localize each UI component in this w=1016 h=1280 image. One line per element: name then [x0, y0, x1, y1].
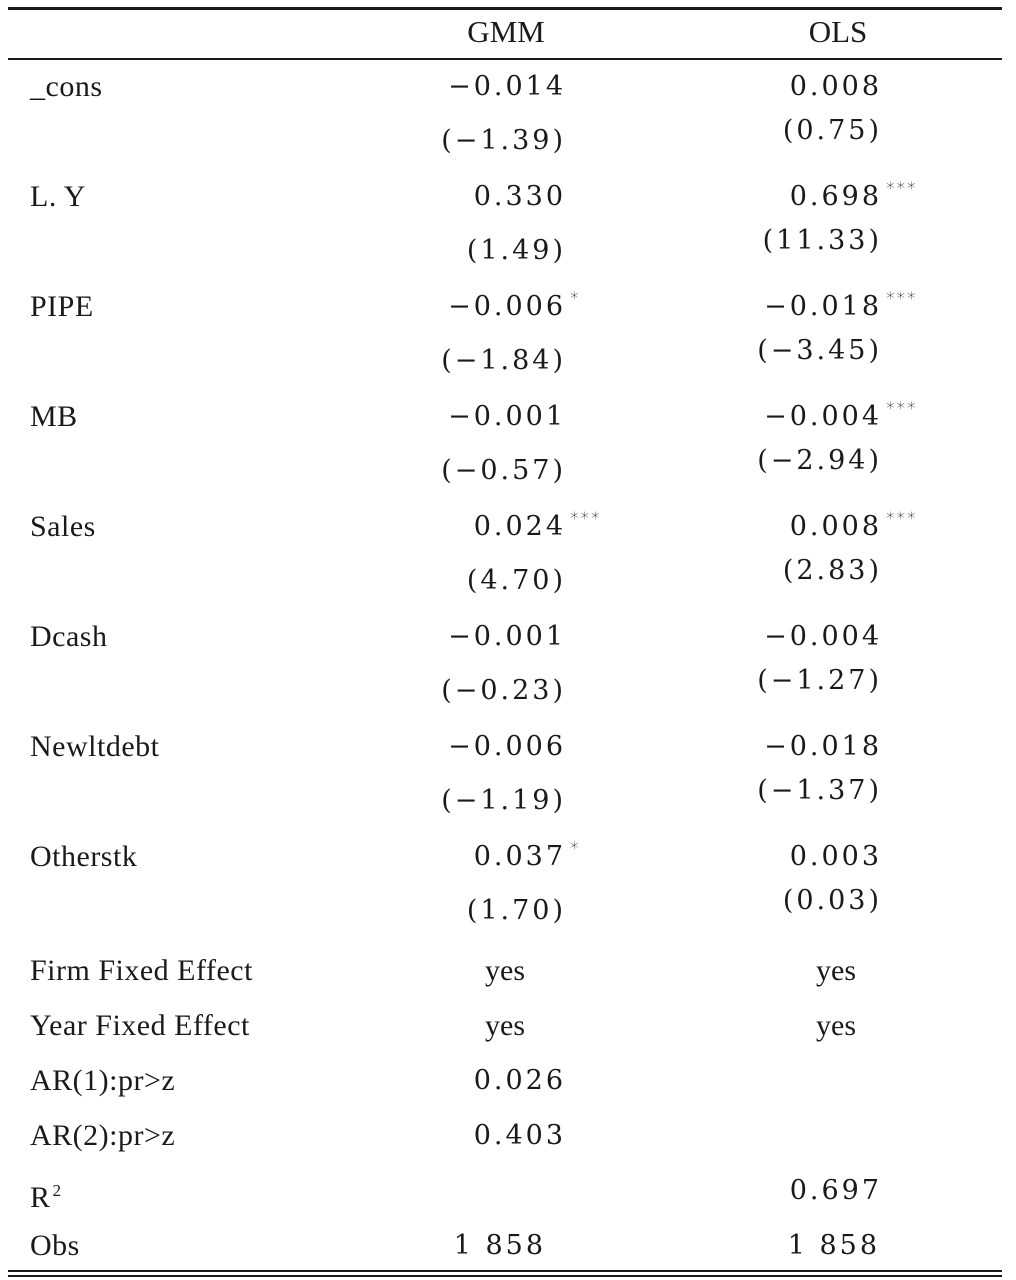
- coef-ols-cons-value: 0.008: [789, 71, 882, 102]
- r2-label-superscript: 2: [52, 1181, 62, 1200]
- coef-gmm-otherstk-significance-stars: *: [570, 839, 581, 859]
- row-label-otherstk: Otherstk: [30, 840, 138, 873]
- coef-ols-mb: [764, 397, 918, 437]
- ar2-gmm: 0.403: [473, 1120, 566, 1151]
- row-label-mb: MB: [30, 400, 78, 433]
- coef-gmm-newltdebt-value: −0.006: [448, 731, 566, 762]
- coef-gmm-mb: [448, 397, 566, 437]
- tstat-ols-pipe: (−3.45): [757, 335, 882, 366]
- coef-ols-dcash: [764, 617, 882, 657]
- coef-gmm-cons-value: −0.014: [448, 71, 566, 102]
- coef-gmm-sales-significance-stars: ***: [570, 509, 602, 529]
- coef-gmm-pipe-significance-stars: *: [570, 289, 581, 309]
- tstat-gmm-dcash: (−0.23): [441, 675, 566, 706]
- coef-ols-dcash-value: −0.004: [764, 621, 882, 652]
- coef-ols-l-y: [789, 177, 918, 217]
- table-top-rule: [8, 7, 1002, 10]
- coef-ols-cons: [790, 67, 882, 107]
- table-bottom-rule-1: [8, 1270, 1002, 1272]
- coef-gmm-sales: [473, 507, 602, 547]
- r2-label: [30, 1171, 62, 1218]
- obs-ols: 1 858: [787, 1230, 880, 1261]
- coef-gmm-cons: [448, 67, 566, 107]
- tstat-gmm-cons: (−1.39): [441, 125, 566, 156]
- coef-ols-l-y-value: 0.698: [789, 181, 882, 212]
- r2-label-text: R: [30, 1181, 51, 1214]
- ar1-gmm: 0.026: [473, 1065, 566, 1096]
- year-fe-gmm: yes: [485, 1009, 525, 1042]
- coef-gmm-sales-value: 0.024: [473, 511, 566, 542]
- tstat-gmm-sales: (4.70): [466, 565, 566, 596]
- coef-ols-mb-significance-stars: ***: [886, 399, 918, 419]
- obs-gmm: 1 858: [453, 1230, 546, 1261]
- coef-ols-pipe-value: −0.018: [764, 291, 882, 322]
- row-label-newltdebt: Newltdebt: [30, 730, 160, 763]
- ar2-label: AR(2):pr>z: [30, 1119, 176, 1152]
- firm-fe-gmm: yes: [485, 954, 525, 987]
- coef-gmm-dcash-value: −0.001: [448, 621, 566, 652]
- coef-gmm-otherstk: [473, 837, 581, 877]
- coef-ols-pipe: [764, 287, 918, 327]
- r2-ols: 0.697: [789, 1175, 882, 1206]
- coef-ols-newltdebt: [764, 727, 882, 767]
- coef-ols-l-y-significance-stars: ***: [886, 179, 918, 199]
- table-header-rule: [8, 58, 1002, 60]
- coef-gmm-dcash: [448, 617, 566, 657]
- coef-gmm-newltdebt: [448, 727, 566, 767]
- coef-ols-otherstk-value: 0.003: [789, 841, 882, 872]
- tstat-ols-cons: (0.75): [782, 115, 882, 146]
- tstat-ols-mb: (−2.94): [757, 445, 882, 476]
- column-header-ols: OLS: [808, 14, 868, 49]
- coef-gmm-l-y: [474, 177, 566, 217]
- coef-ols-sales-significance-stars: ***: [886, 509, 918, 529]
- row-label-l-y: L. Y: [30, 180, 86, 213]
- year-fe-label: Year Fixed Effect: [30, 1009, 250, 1042]
- row-label-pipe: PIPE: [30, 290, 94, 323]
- coef-ols-mb-value: −0.004: [764, 401, 882, 432]
- row-label-dcash: Dcash: [30, 620, 108, 653]
- coef-gmm-otherstk-value: 0.037: [473, 841, 566, 872]
- tstat-gmm-otherstk: (1.70): [466, 895, 566, 926]
- year-fe-ols: yes: [816, 1009, 856, 1042]
- tstat-ols-l-y: (11.33): [762, 225, 882, 256]
- row-label-cons: _cons: [30, 70, 103, 103]
- tstat-ols-sales: (2.83): [782, 555, 882, 586]
- coef-gmm-pipe-value: −0.006: [448, 291, 566, 322]
- coef-gmm-mb-value: −0.001: [448, 401, 566, 432]
- row-label-sales: Sales: [30, 510, 96, 543]
- coef-gmm-l-y-value: 0.330: [473, 181, 566, 212]
- table-bottom-rule-2: [8, 1275, 1002, 1277]
- coef-ols-newltdebt-value: −0.018: [764, 731, 882, 762]
- coef-ols-pipe-significance-stars: ***: [886, 289, 918, 309]
- tstat-ols-otherstk: (0.03): [782, 885, 882, 916]
- ar1-label: AR(1):pr>z: [30, 1064, 176, 1097]
- firm-fe-label: Firm Fixed Effect: [30, 954, 253, 987]
- tstat-gmm-pipe: (−1.84): [441, 345, 566, 376]
- coef-gmm-pipe: [448, 287, 581, 327]
- tstat-ols-dcash: (−1.27): [757, 665, 882, 696]
- column-header-gmm: GMM: [467, 14, 545, 49]
- tstat-gmm-newltdebt: (−1.19): [441, 785, 566, 816]
- coef-ols-sales: [789, 507, 918, 547]
- obs-label: Obs: [30, 1229, 80, 1262]
- tstat-gmm-mb: (−0.57): [441, 455, 566, 486]
- coef-ols-sales-value: 0.008: [789, 511, 882, 542]
- firm-fe-ols: yes: [816, 954, 856, 987]
- coef-ols-otherstk: [790, 837, 882, 877]
- tstat-gmm-l-y: (1.49): [466, 235, 566, 266]
- tstat-ols-newltdebt: (−1.37): [757, 775, 882, 806]
